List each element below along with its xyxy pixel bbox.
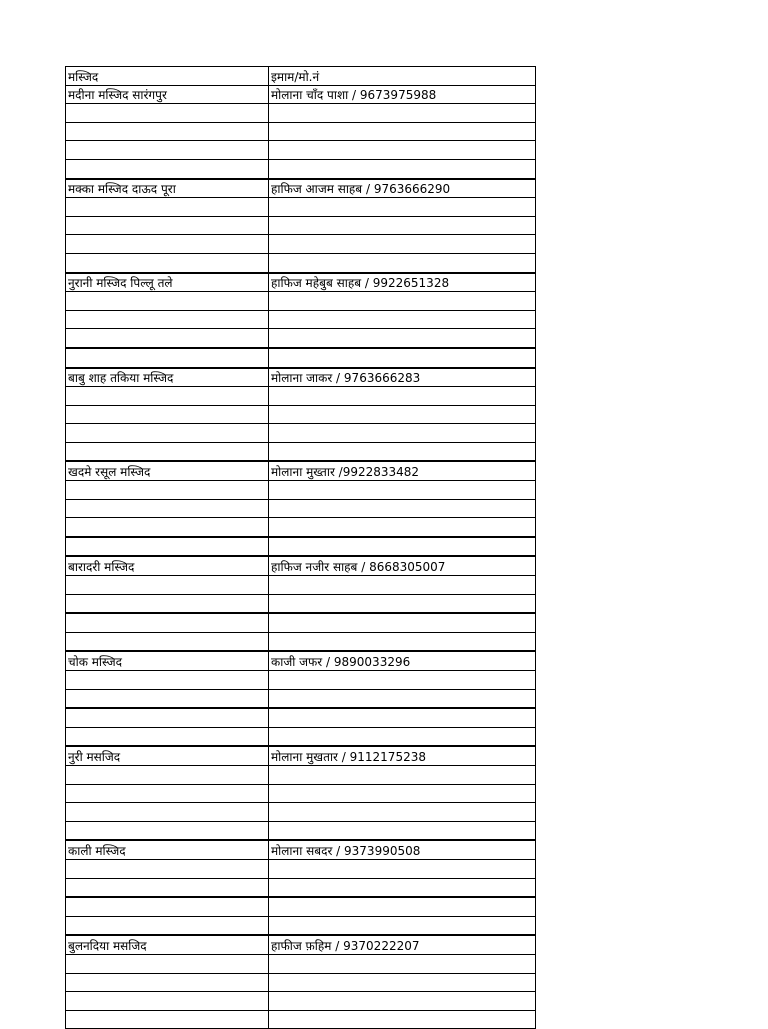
empty-row [66, 859, 536, 878]
empty-mosque-cell[interactable] [66, 198, 269, 217]
empty-mosque-cell[interactable] [66, 613, 269, 632]
empty-mosque-cell[interactable] [66, 765, 269, 784]
empty-mosque-cell[interactable] [66, 632, 269, 651]
empty-mosque-cell[interactable] [66, 141, 269, 160]
empty-row [66, 613, 536, 632]
empty-mosque-cell[interactable] [66, 442, 269, 461]
mosque-row [66, 840, 536, 859]
mosque-row [66, 935, 536, 954]
empty-contact-cell[interactable] [269, 878, 536, 897]
empty-contact-cell[interactable] [269, 141, 536, 160]
mosque-row [66, 461, 536, 480]
imam-contact-cell[interactable]: मोलाना चाँद पाशा / 9673975988 [269, 85, 536, 104]
empty-row [66, 387, 536, 406]
empty-row [66, 198, 536, 217]
imam-contact-cell[interactable]: हाफीज फ़हिम / 9370222207 [269, 935, 536, 954]
empty-contact-cell[interactable] [269, 613, 536, 632]
imam-contact-cell[interactable]: मोलाना जाकर / 9763666283 [269, 368, 536, 387]
mosque-name-cell[interactable]: काली मस्जिद [66, 840, 269, 859]
empty-row [66, 537, 536, 557]
imam-contact-cell[interactable]: हाफिज नजीर साहब / 8668305007 [269, 556, 536, 575]
empty-row [66, 594, 536, 613]
empty-contact-cell[interactable] [269, 329, 536, 348]
empty-contact-cell[interactable] [269, 198, 536, 217]
empty-row [66, 992, 536, 1011]
empty-mosque-cell[interactable] [66, 916, 269, 935]
empty-mosque-cell[interactable] [66, 405, 269, 424]
empty-contact-cell[interactable] [269, 387, 536, 406]
imam-contact-cell[interactable]: हाफिज महेबुब साहब / 9922651328 [269, 273, 536, 292]
empty-row [66, 235, 536, 254]
empty-row [66, 499, 536, 518]
mosque-name-cell[interactable]: नुरानी मस्जिद पिल्लू तले [66, 273, 269, 292]
empty-contact-cell[interactable] [269, 235, 536, 254]
empty-mosque-cell[interactable] [66, 253, 269, 272]
mosque-name-cell[interactable]: बुलनदिया मसजिद [66, 935, 269, 954]
empty-contact-cell[interactable] [269, 424, 536, 443]
empty-contact-cell[interactable] [269, 216, 536, 235]
empty-contact-cell[interactable] [269, 859, 536, 878]
empty-contact-cell[interactable] [269, 897, 536, 916]
empty-mosque-cell[interactable] [66, 727, 269, 746]
imam-contact-cell[interactable]: मोलाना मुखतार / 9112175238 [269, 746, 536, 765]
empty-mosque-cell[interactable] [66, 159, 269, 178]
empty-contact-cell[interactable] [269, 518, 536, 537]
empty-row [66, 405, 536, 424]
mosque-row [66, 556, 536, 575]
empty-row [66, 689, 536, 708]
mosque-name-cell[interactable]: बारादरी मस्जिद [66, 556, 269, 575]
empty-row [66, 141, 536, 160]
empty-mosque-cell[interactable] [66, 292, 269, 311]
empty-contact-cell[interactable] [269, 594, 536, 613]
empty-contact-cell[interactable] [269, 632, 536, 651]
empty-contact-cell[interactable] [269, 803, 536, 822]
mosque-row [66, 179, 536, 198]
empty-row [66, 348, 536, 368]
empty-contact-cell[interactable] [269, 481, 536, 500]
mosque-row [66, 85, 536, 104]
empty-mosque-cell[interactable] [66, 708, 269, 727]
mosque-row [66, 368, 536, 387]
empty-mosque-cell[interactable] [66, 235, 269, 254]
empty-mosque-cell[interactable] [66, 671, 269, 690]
empty-mosque-cell[interactable] [66, 481, 269, 500]
empty-contact-cell[interactable] [269, 499, 536, 518]
empty-contact-cell[interactable] [269, 671, 536, 690]
empty-mosque-cell[interactable] [66, 310, 269, 329]
empty-row [66, 897, 536, 916]
empty-contact-cell[interactable] [269, 992, 536, 1011]
table-body [66, 67, 536, 1029]
mosque-name-cell[interactable]: चोक मस्जिद [66, 651, 269, 670]
empty-mosque-cell[interactable] [66, 954, 269, 973]
empty-mosque-cell[interactable] [66, 859, 269, 878]
empty-mosque-cell[interactable] [66, 104, 269, 123]
empty-row [66, 973, 536, 992]
empty-contact-cell[interactable] [269, 973, 536, 992]
empty-contact-cell[interactable] [269, 292, 536, 311]
empty-contact-cell[interactable] [269, 576, 536, 595]
empty-contact-cell[interactable] [269, 784, 536, 803]
empty-mosque-cell[interactable] [66, 537, 269, 557]
empty-mosque-cell[interactable] [66, 594, 269, 613]
mosque-row [66, 651, 536, 670]
empty-mosque-cell[interactable] [66, 387, 269, 406]
mosque-row [66, 273, 536, 292]
header-row [66, 67, 536, 86]
empty-mosque-cell[interactable] [66, 499, 269, 518]
header-imam-contact-cell[interactable]: इमाम/मो.नं [269, 67, 536, 86]
empty-mosque-cell[interactable] [66, 329, 269, 348]
empty-contact-cell[interactable] [269, 1010, 536, 1029]
empty-contact-cell[interactable] [269, 954, 536, 973]
empty-mosque-cell[interactable] [66, 897, 269, 916]
empty-contact-cell[interactable] [269, 405, 536, 424]
imam-contact-cell[interactable]: मोलाना सबदर / 9373990508 [269, 840, 536, 859]
empty-contact-cell[interactable] [269, 159, 536, 178]
empty-row [66, 442, 536, 461]
mosque-name-cell[interactable]: नुरी मसजिद [66, 746, 269, 765]
empty-mosque-cell[interactable] [66, 576, 269, 595]
empty-row [66, 765, 536, 784]
empty-mosque-cell[interactable] [66, 784, 269, 803]
empty-contact-cell[interactable] [269, 727, 536, 746]
empty-mosque-cell[interactable] [66, 216, 269, 235]
empty-row [66, 310, 536, 329]
empty-mosque-cell[interactable] [66, 803, 269, 822]
empty-contact-cell[interactable] [269, 689, 536, 708]
empty-mosque-cell[interactable] [66, 821, 269, 840]
empty-mosque-cell[interactable] [66, 973, 269, 992]
empty-contact-cell[interactable] [269, 122, 536, 141]
empty-contact-cell[interactable] [269, 442, 536, 461]
empty-mosque-cell[interactable] [66, 689, 269, 708]
imam-contact-cell[interactable]: हाफिज आजम साहब / 9763666290 [269, 179, 536, 198]
empty-row [66, 878, 536, 897]
mosque-name-cell[interactable]: मक्का मस्जिद दाऊद पूरा [66, 179, 269, 198]
empty-mosque-cell[interactable] [66, 348, 269, 368]
empty-row [66, 803, 536, 822]
empty-contact-cell[interactable] [269, 104, 536, 123]
header-mosque-cell[interactable]: मस्जिद [66, 67, 269, 86]
empty-row [66, 518, 536, 537]
empty-row [66, 576, 536, 595]
empty-row [66, 916, 536, 935]
empty-row [66, 481, 536, 500]
empty-mosque-cell[interactable] [66, 878, 269, 897]
empty-row [66, 329, 536, 348]
empty-mosque-cell[interactable] [66, 992, 269, 1011]
empty-contact-cell[interactable] [269, 821, 536, 840]
empty-row [66, 424, 536, 443]
mosque-imam-table [65, 66, 536, 1029]
mosque-row [66, 746, 536, 765]
empty-row [66, 159, 536, 178]
empty-row [66, 954, 536, 973]
imam-contact-cell[interactable]: मोलाना मुख्तार /9922833482 [269, 461, 536, 480]
empty-contact-cell[interactable] [269, 765, 536, 784]
empty-mosque-cell[interactable] [66, 518, 269, 537]
empty-row [66, 1010, 536, 1029]
empty-row [66, 292, 536, 311]
empty-contact-cell[interactable] [269, 708, 536, 727]
empty-mosque-cell[interactable] [66, 1010, 269, 1029]
empty-row [66, 216, 536, 235]
mosque-name-cell[interactable]: मदीना मस्जिद सारंगपुर [66, 85, 269, 104]
empty-contact-cell[interactable] [269, 537, 536, 557]
empty-row [66, 104, 536, 123]
empty-mosque-cell[interactable] [66, 424, 269, 443]
mosque-name-cell[interactable]: खदमे रसूल मस्जिद [66, 461, 269, 480]
empty-contact-cell[interactable] [269, 310, 536, 329]
empty-row [66, 784, 536, 803]
empty-row [66, 632, 536, 651]
empty-row [66, 821, 536, 840]
mosque-name-cell[interactable]: बाबु शाह तकिया मस्जिद [66, 368, 269, 387]
imam-contact-cell[interactable]: काजी जफर / 9890033296 [269, 651, 536, 670]
empty-contact-cell[interactable] [269, 253, 536, 272]
empty-row [66, 253, 536, 272]
empty-row [66, 727, 536, 746]
empty-row [66, 671, 536, 690]
empty-contact-cell[interactable] [269, 916, 536, 935]
empty-mosque-cell[interactable] [66, 122, 269, 141]
empty-row [66, 708, 536, 727]
empty-row [66, 122, 536, 141]
empty-contact-cell[interactable] [269, 348, 536, 368]
